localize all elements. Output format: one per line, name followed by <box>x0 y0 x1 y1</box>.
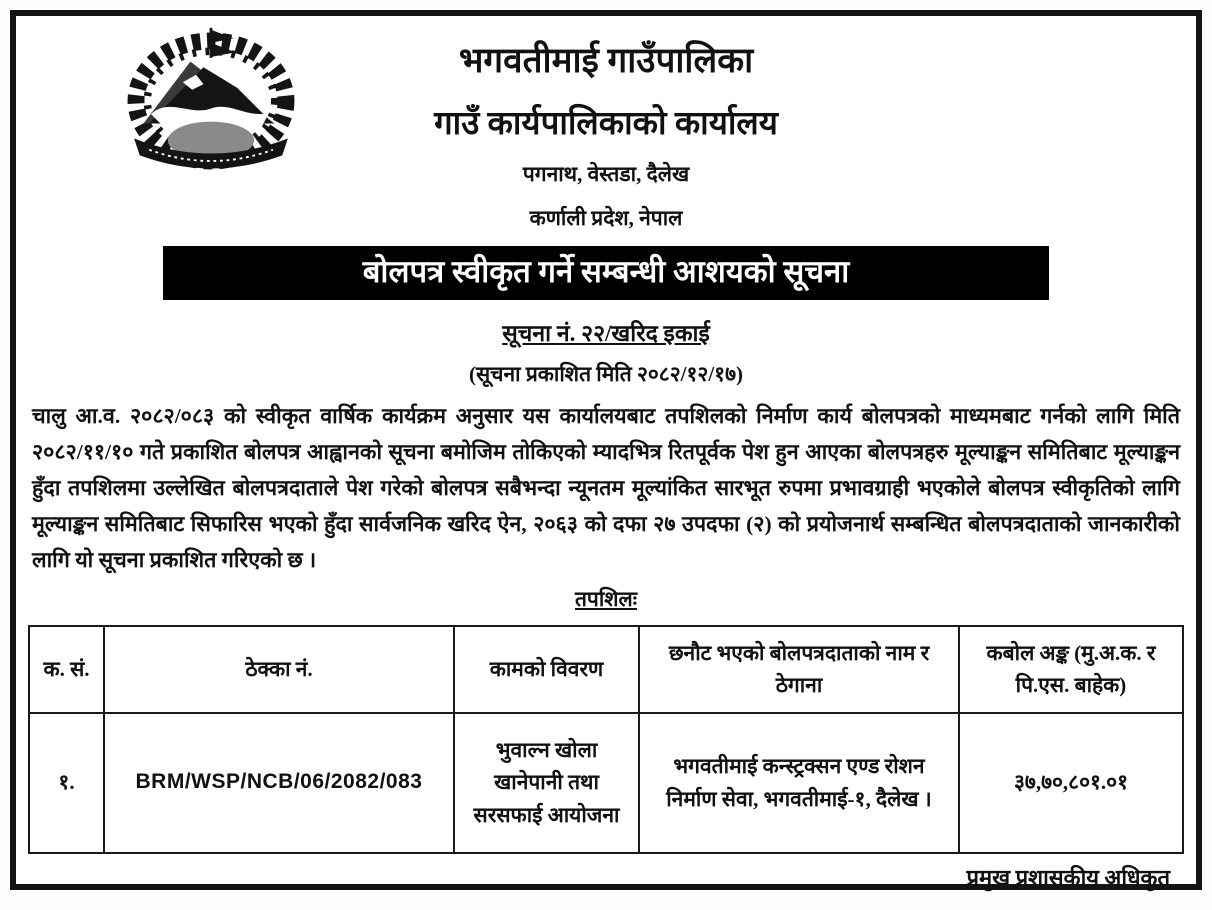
document-border-frame <box>10 10 1202 890</box>
header-quoted-amount: कबोल अङ्क (मु.अ.क. र पि.एस. बाहेक) <box>959 626 1183 713</box>
notice-published-date-line: (सूचना प्रकाशित मिति २०८२/१२/१७) <box>468 362 743 386</box>
header-selected-bidder: छनौट भएको बोलपत्रदाताको नाम र ठेगाना <box>639 626 959 713</box>
notice-title-banner: बोलपत्र स्वीकृत गर्ने सम्बन्धी आशयको सूचना <box>163 246 1049 300</box>
signature-title: प्रमुख प्रशासकीय अधिकृत <box>966 864 1170 890</box>
org-address-line2: कर्णाली प्रदेश, नेपाल <box>529 206 683 230</box>
org-office: गाउँ कार्यपालिकाको कार्यालय <box>434 106 778 142</box>
notice-number-line: सूचना नं. २२/खरिद इकाई <box>502 321 710 346</box>
bid-details-table <box>28 625 1184 854</box>
table-row <box>29 713 1183 853</box>
cell-selected-bidder: भगवतीमाई कन्स्ट्रक्सन एण्ड रोशन निर्माण सेवा, भगवतीमाई-१, दैलेख । <box>639 713 959 853</box>
details-label: तपशिलः <box>574 586 638 611</box>
cell-tender-number: BRM/WSP/NCB/06/2082/083 <box>104 713 454 853</box>
cell-quoted-amount: ३७,७०,८०१.०१ <box>959 713 1183 853</box>
table-header-row <box>29 626 1183 713</box>
header-work-description: कामको विवरण <box>454 626 639 713</box>
notice-body-paragraph: चालु आ.व. २०८२/०८३ को स्वीकृत वार्षिक कार्यक्रम अनुसार यस कार्यालयबाट तपशिलको निर्माण कार्य बोलपत्रको माध्यमबाट गर्नको लागि मिति २०८२/११/१० गते प्रकाशित बोलपत्र आह्वानको सूचना बमोजिम तोकिएको म्यादभित्र रितपूर्वक पेश हुन आएका बोलपत्रहरु मूल्याङ्कन समितिबाट मूल्याङ्कन हुँदा तपशिलमा उल्लेखित बोलपत्रदाताले पेश गरेको बोलपत्र सबैभन्दा न्यूनतम मूल्यांकित सारभूत रुपमा प्रभावग्राही भएकोले बोलपत्र स्वीकृतिको लागि मूल्याङ्कन समितिबाट सिफारिस भएको हुँदा सार्वजनिक खरिद ऐन, २०६३ को दफा २७ उपदफा (२) को प्रयोजनार्थ सम्बन्धित बोलपत्रदाताको जानकारीको लागि यो सूचना प्रकाशित गरिएको छ । <box>32 404 1180 573</box>
nepal-government-emblem-icon <box>116 26 306 176</box>
header-serial-number: क. सं. <box>29 626 104 713</box>
header-tender-number: ठेक्का नं. <box>104 626 454 713</box>
org-name: भगवतीमाई गाउँपालिका <box>458 41 754 80</box>
org-address-line1: पगनाथ, वेस्तडा, दैलेख <box>522 162 690 186</box>
cell-serial-number: १. <box>29 713 104 853</box>
cell-work-description: भुवाल्न खोला खानेपानी तथा सरसफाई आयोजना <box>454 713 639 853</box>
